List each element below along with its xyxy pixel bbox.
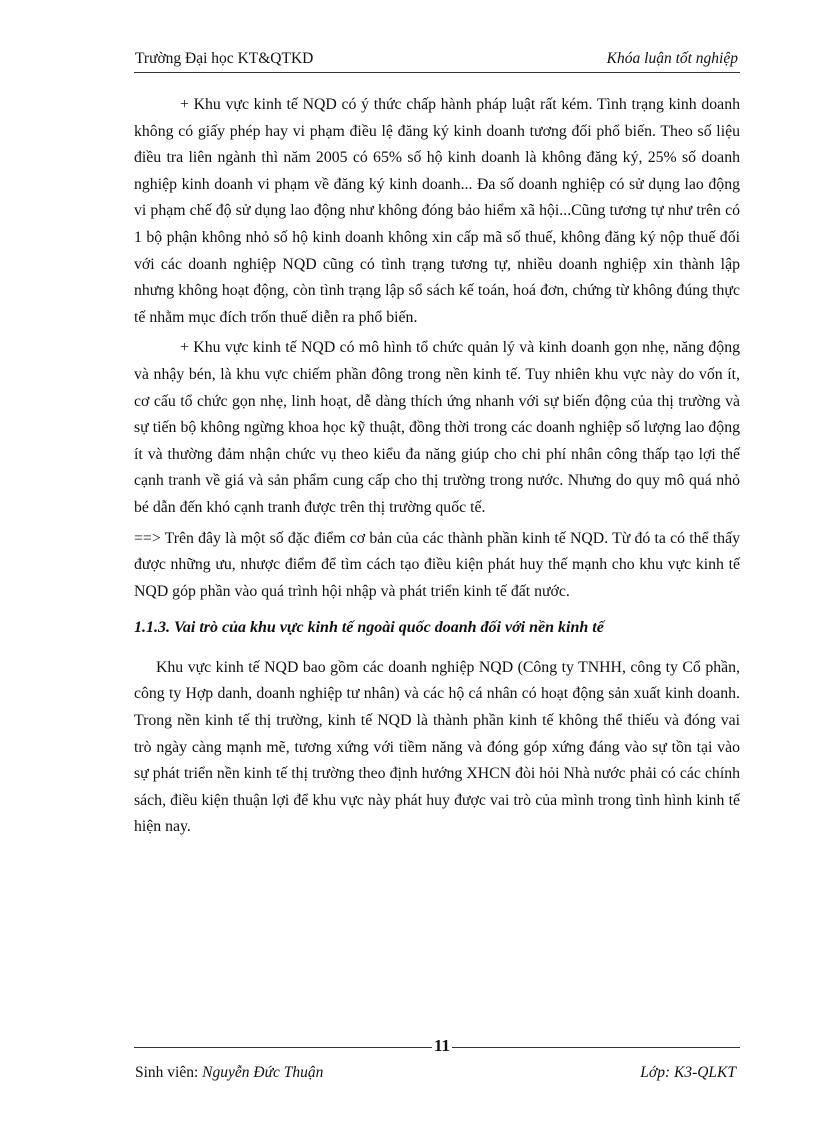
header-school-name: Trường Đại học KT&QTKD [135, 50, 314, 67]
footer-class: Lớp: K3-QLKT [640, 1064, 736, 1081]
section-heading: 1.1.3. Vai trò của khu vực kinh tế ngoài quốc doanh đối với nền kinh tế [134, 619, 604, 637]
header-thesis-type: Khóa luận tốt nghiệp [606, 50, 738, 67]
page-footer [134, 1036, 740, 1088]
paragraph-conclusion: ==> Trên đây là một số đặc điểm cơ bản của các thành phần kinh tế NQD. Từ đó ta có thể thấy được những ưu, nhược điểm để tìm cách tạo điều kiện phát huy thế mạnh cho khu vực kinh tế NQD góp phần vào quá trình hội nhập và phát triển kinh tế đất nước. [134, 529, 740, 600]
section-paragraph: Khu vực kinh tế NQD bao gồm các doanh nghiệp NQD (Công ty TNHH, công ty Cổ phần, công ty Hợp danh, doanh nghiệp tư nhân) và các hộ cá nhân có hoạt động sản xuất kinh doanh. Trong nền kinh tế thị trường, kinh tế NQD là thành phần kinh tế không thể thiếu và đóng vai trò ngày càng mạnh mẽ, tương xứng với tiềm năng và đóng góp xứng đáng vào sự tồn tại vào sự phát triển nền kinh tế thị trường theo định hướng XHCN đòi hỏi Nhà nước phải có các chính sách, điều kiện thuận lợi để khu vực này phát huy được vai trò của mình trong tình hình kinh tế hiện nay. [134, 658, 740, 836]
page-header [134, 48, 740, 73]
footer-student-name: Nguyễn Đức Thuận [202, 1064, 324, 1081]
document-body [134, 92, 740, 841]
paragraph-law-compliance: + Khu vực kinh tế NQD có ý thức chấp hành pháp luật rất kém. Tình trạng kinh doanh không có giấy phép hay vi phạm điều lệ đăng ký kinh doanh tương đối phổ biến. Theo số liệu điều tra liên ngành thì năm 2005 có 65% số hộ kinh doanh là không đăng ký, 25% số doanh nghiệp kinh doanh vi phạm về đăng ký kinh doanh... Đa số doanh nghiệp có sử dụng lao động vi phạm chế độ sử dụng lao động như không đóng bảo hiểm xã hội...Cũng tương tự như trên có 1 bộ phận không nhỏ số hộ kinh doanh không xin cấp mã số thuế, không đăng ký nộp thuế đối với các doanh nghiệp NQD cũng có tình trạng tương tự, nhiều doanh nghiệp xin thành lập nhưng không hoạt động, còn tình trạng lập sổ sách kế toán, hoá đơn, chứng từ không đúng thực tế nhằm mục đích trốn thuế diễn ra phổ biến. [134, 96, 740, 326]
page-number: 11 [434, 1036, 451, 1055]
paragraph-organization-model: + Khu vực kinh tế NQD có mô hình tổ chức quản lý và kinh doanh gọn nhẹ, năng động và nhậy bén, là khu vực chiếm phần đông trong nền kinh tế. Tuy nhiên khu vực này do vốn ít, cơ cấu tổ chức gọn nhẹ, linh hoạt, dễ dàng thích ứng nhanh với sự biến động của thị trường và sự tiến bộ không ngừng khoa học kỹ thuật, đồng thời trong các doanh nghiệp số lượng lao động ít và thường đảm nhận chức vụ theo kiểu đa năng giúp cho chi phí nhân công thấp tạo lợi thế cạnh tranh về giá và sản phẩm cung cấp cho thị trường trong nước. Nhưng do quy mô quá nhỏ bé dẫn đến khó cạnh tranh được trên thị trường quốc tế. [134, 339, 740, 516]
footer-student-label: Sinh viên: [135, 1064, 199, 1081]
footer-student [135, 1064, 323, 1082]
